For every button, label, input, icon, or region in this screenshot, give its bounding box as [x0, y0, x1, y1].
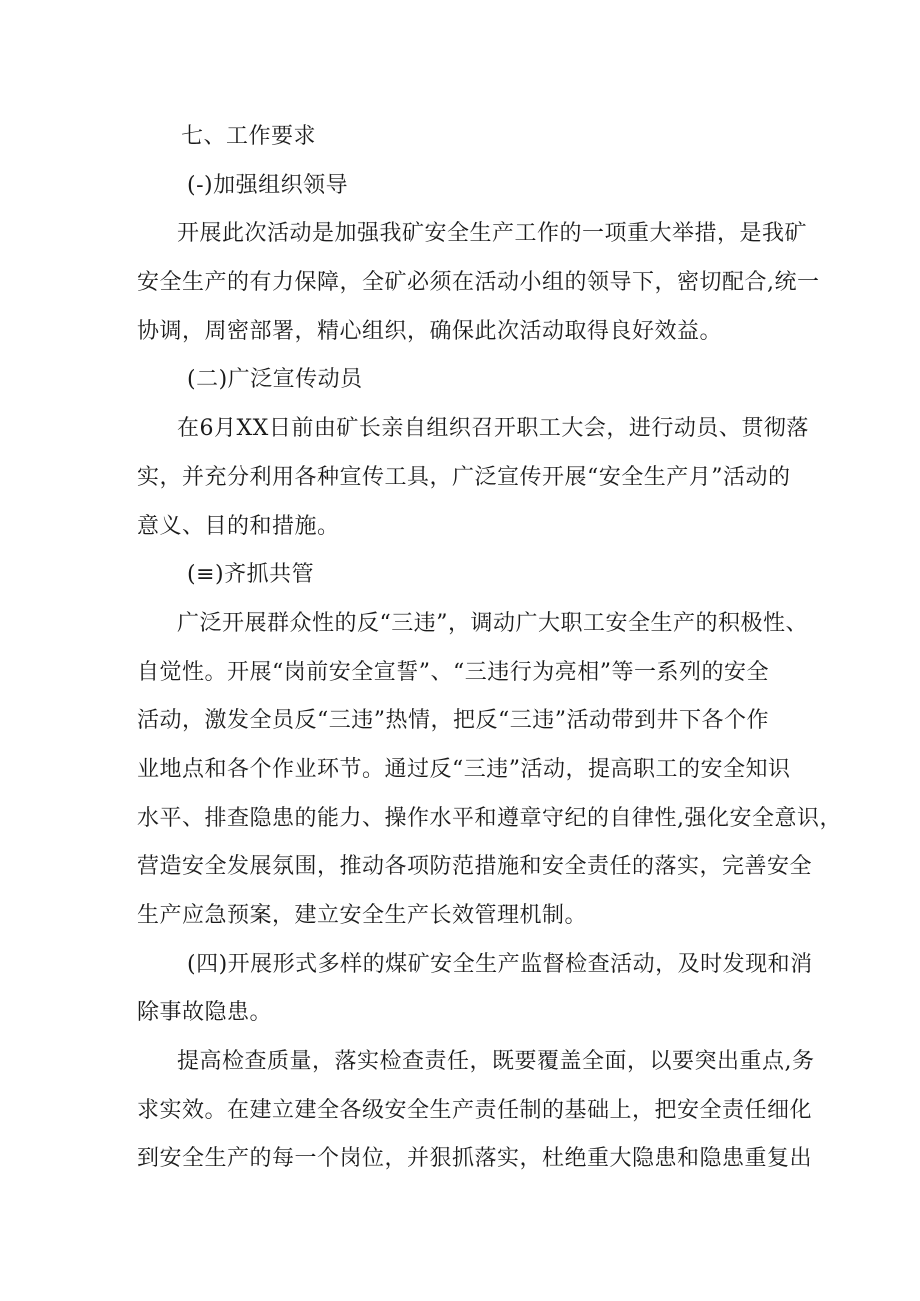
sub4-line-1: 提高检查质量，落实检查责任，既要覆盖全面，以要突出重点,务	[177, 1049, 815, 1075]
sub1-line-3: 协调，周密部署，精心组织，确保此次活动取得良好效益。	[137, 318, 723, 344]
sub2-line-1: 在6月XX日前由矿长亲自组织召开职工大会，进行动员、贯彻落	[177, 416, 809, 442]
sub2-line-3: 意义、目的和措施。	[137, 513, 340, 539]
sub3-line-6: 营造安全发展氛围，推动各项防范措施和安全责任的落实，完善安全	[137, 854, 813, 880]
sub1-heading: (-)加强组织领导	[187, 172, 349, 198]
sub3-line-5: 水平、排查隐患的能力、操作水平和遵章守纪的自律性,强化安全意识，	[137, 805, 842, 831]
sub4-heading-line-1: (四)开展形式多样的煤矿安全生产监督检查活动，及时发现和消	[187, 951, 813, 977]
section-heading: 七、工作要求	[181, 124, 317, 149]
sub4-heading-line-2: 除事故隐患。	[137, 1000, 273, 1026]
sub4-line-3: 到安全生产的每一个岗位，并狠抓落实，杜绝重大隐患和隐患重复出	[137, 1146, 813, 1172]
sub3-line-4: 业地点和各个作业环节。通过反“三违”活动，提高职工的安全知识	[137, 756, 791, 782]
sub4-line-2: 求实效。在建立建全各级安全生产责任制的基础上，把安全责任细化	[137, 1097, 813, 1123]
sub2-heading: (二)广泛宣传动员	[187, 367, 363, 393]
sub3-line-2: 自觉性。开展“岗前安全宣誓”、“三违行为亮相”等一系列的安全	[137, 659, 769, 685]
sub2-line-2: 实，并充分利用各种宣传工具，广泛宣传开展“安全生产月”活动的	[137, 464, 791, 490]
sub3-line-7: 生产应急预案，建立安全生产长效管理机制。	[137, 903, 588, 928]
sub1-line-2: 安全生产的有力保障，全矿必须在活动小组的领导下，密切配合,统一	[137, 270, 820, 296]
sub3-line-1: 广泛开展群众性的反“三违”，调动广大职工安全生产的积极性、	[177, 610, 808, 636]
sub3-line-3: 活动，激发全员反“三违”热情，把反“三违”活动带到井下各个作	[137, 708, 769, 734]
sub1-line-1: 开展此次活动是加强我矿安全生产工作的一项重大举措，是我矿	[177, 221, 808, 247]
sub3-heading: (≡)齐抓共管	[187, 562, 315, 588]
